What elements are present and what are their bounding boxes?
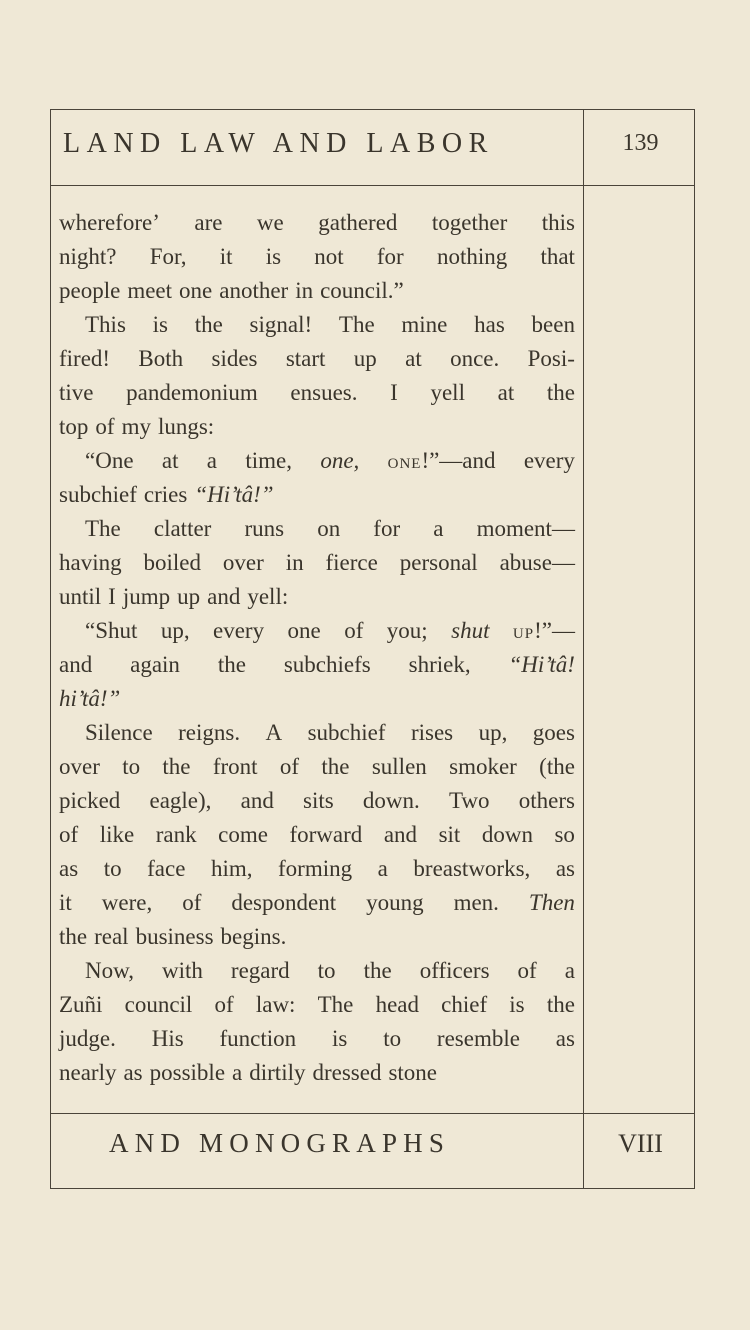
footer-rule [51,1113,694,1114]
text-line: “One at a time, one, one!”—and every [85,448,575,473]
text-line: Zuñi council of law: The head chief is the [59,992,575,1017]
text-line: top of my lungs: [59,414,215,439]
running-head: LAND LAW AND LABOR [63,128,494,159]
text-line: judge. His function is to resemble as [59,1026,575,1051]
text-line: and again the subchiefs shriek, “Hi’tâ! [59,652,575,677]
text-line: night? For, it is not for nothing that [59,244,575,269]
text-line: This is the signal! The mine has been [85,312,575,337]
text-line: Now, with regard to the officers of a [85,958,575,983]
text-line: fired! Both sides start up at once. Posi- [59,346,575,371]
text-line: picked eagle), and sits down. Two others [59,788,575,813]
text-line: wherefore’ are we gathered together this [59,210,575,235]
header-rule [51,185,694,186]
text-line: nearly as possible a dirtily dressed stone [59,1060,438,1085]
body-text [59,206,575,1090]
text-line: The clatter runs on for a moment— [85,516,575,541]
page-number: 139 [622,130,659,156]
text-line: it were, of despondent young men. Then [59,890,575,915]
text-line: tive pandemonium ensues. I yell at the [59,380,575,405]
text-line: of like rank come forward and sit down so [59,822,575,847]
text-line: over to the front of the sullen smoker (the [59,754,575,779]
text-line: until I jump up and yell: [59,584,289,609]
text-line: as to face him, forming a breastworks, as [59,856,575,881]
text-line: people meet one another in council.” [59,278,404,303]
text-line: having boiled over in fierce personal abuse— [59,550,575,575]
text-line: “Shut up, every one of you; shut up!”— [85,618,575,643]
column-rule [583,110,584,1188]
text-line: Silence reigns. A subchief rises up, goes [85,720,575,745]
text-line: hi’tâ!” [59,686,121,711]
volume-number: VIII [618,1129,663,1158]
text-line: the real business begins. [59,924,287,949]
text-line: subchief cries “Hi’tâ!” [59,482,274,507]
footer-title: AND MONOGRAPHS [109,1128,451,1158]
page-frame [50,109,695,1189]
